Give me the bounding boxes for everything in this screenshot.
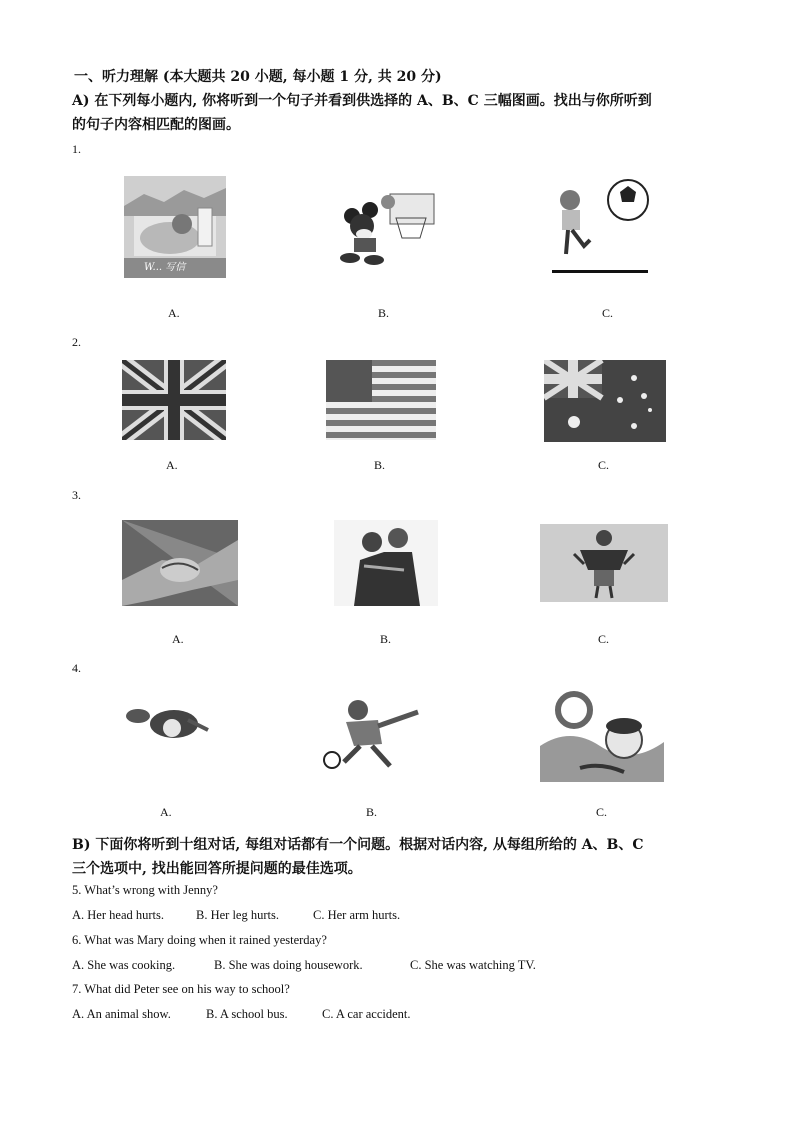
picture-standing-man[interactable] <box>540 524 668 602</box>
picture-us-flag[interactable] <box>326 360 436 440</box>
part-b-instruction-line1: B) 下面你将听到十组对话, 每组对话都有一个问题。根据对话内容, 从每组所给的 A、B、C <box>72 837 644 853</box>
option-label-c: C. <box>602 306 614 320</box>
answer-option-c[interactable]: C. Her arm hurts. <box>313 908 401 922</box>
answer-option-b[interactable]: B. Her leg hurts. <box>196 908 279 922</box>
answer-option-b[interactable]: B. She was doing housework. <box>214 958 363 972</box>
section-title: 一、听力理解 (本大题共 20 小题, 每小题 1 分, 共 20 分) <box>74 69 442 85</box>
picture-playing-soccer[interactable] <box>318 696 430 774</box>
answer-option-c[interactable]: C. A car accident. <box>322 1007 411 1021</box>
picture-uk-flag[interactable] <box>122 360 226 440</box>
option-label-b: B. <box>378 306 390 320</box>
question-number: 4. <box>72 661 81 675</box>
answer-option-a[interactable]: A. An animal show. <box>72 1007 171 1021</box>
question-text: 7. What did Peter see on his way to school? <box>72 982 290 996</box>
picture-swimming[interactable] <box>118 700 212 746</box>
option-label-c: C. <box>596 805 608 819</box>
answer-option-b[interactable]: B. A school bus. <box>206 1007 288 1021</box>
picture-handshake[interactable] <box>122 520 238 606</box>
option-label-b: B. <box>374 458 386 472</box>
picture-mickey-basketball[interactable] <box>330 188 438 268</box>
answer-option-a[interactable]: A. She was cooking. <box>72 958 176 972</box>
option-label-a: A. <box>160 805 172 819</box>
option-label-a: A. <box>168 306 180 320</box>
option-label-b: B. <box>380 632 392 646</box>
part-a-instruction-line1: A) 在下列每小题内, 你将听到一个句子并看到供选择的 A、B、C 三幅图画。找出与你所听到 <box>72 93 652 109</box>
question-text: 5. What’s wrong with Jenny? <box>72 883 218 897</box>
part-b-instruction-line2: 三个选项中, 找出能回答所提问题的最佳选项。 <box>72 861 362 877</box>
question-number: 3. <box>72 488 81 502</box>
picture-boy-in-water[interactable] <box>540 686 664 782</box>
part-a-instruction-line2: 的句子内容相匹配的图画。 <box>72 117 240 133</box>
question-number: 2. <box>72 335 81 349</box>
option-label-a: A. <box>166 458 178 472</box>
answer-option-a[interactable]: A. Her head hurts. <box>72 908 164 922</box>
option-label-c: C. <box>598 632 610 646</box>
picture-kicking-football[interactable] <box>550 176 650 278</box>
question-number: 1. <box>72 142 81 156</box>
picture-caption: W... 写信 <box>144 262 186 273</box>
picture-hug[interactable] <box>334 520 438 606</box>
question-text: 6. What was Mary doing when it rained yesterday? <box>72 933 327 947</box>
picture-writing-letter[interactable] <box>124 176 226 278</box>
option-label-b: B. <box>366 805 378 819</box>
option-label-c: C. <box>598 458 610 472</box>
picture-australia-flag[interactable] <box>544 360 666 442</box>
answer-option-c[interactable]: C. She was watching TV. <box>410 958 536 972</box>
option-label-a: A. <box>172 632 184 646</box>
